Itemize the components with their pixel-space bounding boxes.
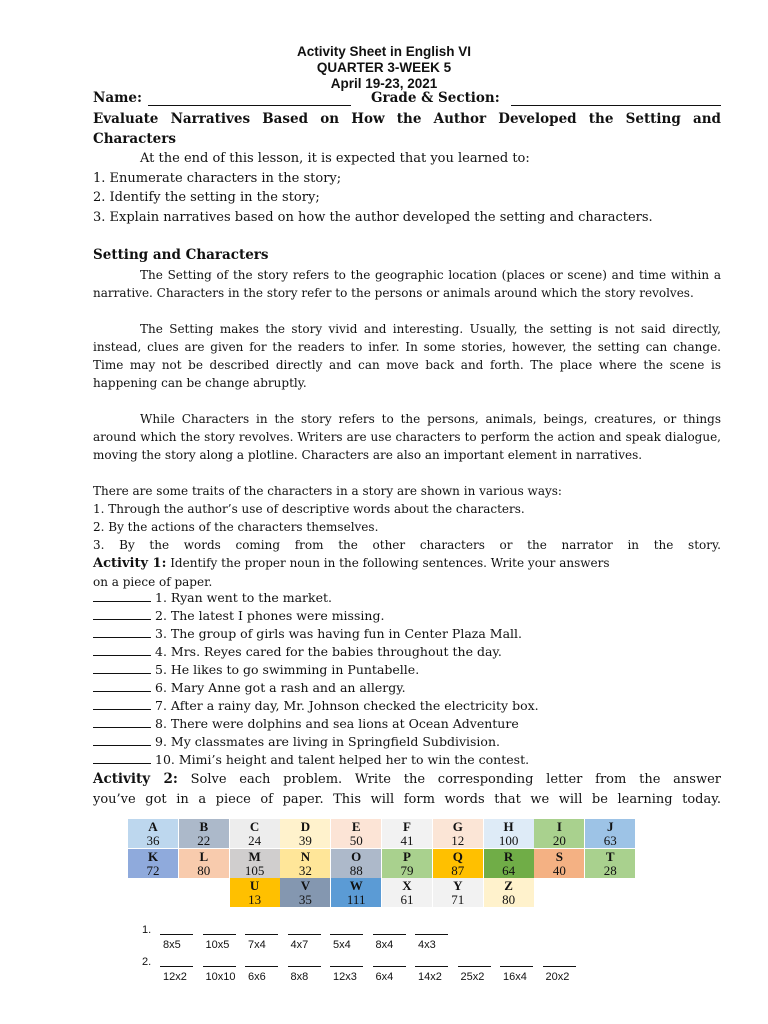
objective-item: 1. Enumerate characters in the story;	[93, 170, 342, 186]
answer-blank[interactable]	[93, 735, 151, 746]
multiplication-problem: 10x5	[205, 939, 230, 951]
letter-cell-x	[382, 878, 432, 907]
cell-value: 80	[197, 862, 211, 878]
cell-letter: Q	[452, 848, 463, 864]
answer-line[interactable]	[543, 966, 576, 967]
cell-letter: Y	[453, 878, 463, 893]
letter-cell-j	[585, 819, 635, 848]
cell-letter: F	[403, 819, 411, 834]
answer-line[interactable]	[203, 934, 236, 935]
activity1-item-text: 7. After a rainy day, Mr. Johnson checked the electricity box.	[155, 698, 539, 713]
multiplication-problem: 8x8	[290, 971, 309, 983]
multiplication-problem: 20x2	[545, 971, 570, 983]
activity1-item-text: 6. Mary Anne got a rash and an allergy.	[155, 680, 406, 695]
answer-line[interactable]	[330, 966, 363, 967]
activity1-instruction	[93, 554, 721, 591]
multiplication-problem: 8x4	[375, 939, 394, 951]
activity1-item	[93, 716, 519, 731]
grade-section-field[interactable]	[511, 105, 721, 106]
grade-section-label: Grade & Section:	[371, 90, 500, 106]
cell-value: 36	[146, 833, 160, 848]
section-heading: Setting and Characters	[93, 247, 269, 263]
letter-cell-a	[128, 819, 178, 848]
objectives-block	[93, 149, 721, 227]
cell-value: 12	[451, 833, 465, 848]
lesson-title-line1: Evaluate Narratives Based on How the Author Developed the Setting and	[93, 111, 721, 127]
cell-letter: I	[556, 819, 562, 834]
cell-value: 61	[400, 892, 414, 907]
cell-letter: T	[605, 848, 615, 864]
letter-cell-q	[433, 849, 483, 878]
activity1-item	[93, 752, 529, 767]
activity1-instruction-text: Identify the proper noun in the following sentences. Write your answers	[166, 556, 610, 570]
cell-letter: P	[403, 848, 411, 864]
objective-item: 3. Explain narratives based on how the author developed the setting and characters.	[93, 209, 653, 225]
cell-letter: E	[351, 819, 361, 834]
cell-value: 24	[248, 833, 262, 848]
answer-line[interactable]	[245, 966, 278, 967]
activity2-instruction-text2: you’ve got in a piece of paper. This will form words that we will be learning today.	[93, 791, 721, 807]
answer-blank[interactable]	[93, 645, 151, 656]
answer-blank[interactable]	[93, 699, 151, 710]
letter-cell-v	[280, 878, 330, 907]
multiplication-problem: 16x4	[503, 971, 527, 983]
cell-letter: H	[503, 819, 514, 834]
lesson-title	[93, 109, 721, 149]
cell-letter: W	[349, 878, 363, 893]
cell-value: 13	[248, 892, 262, 907]
letter-cell-e	[331, 819, 381, 848]
letter-cell-w	[331, 878, 381, 907]
paragraph-characters: While Characters in the story refers to the persons, animals, beings, creatures, or things around which the story revolves. Writers are use characters to perform the action and speak dialogue, moving the story along a plotline. Characters are also an important element in narratives.	[93, 412, 721, 462]
cell-letter: M	[248, 848, 261, 864]
activity1-item-text: 5. He likes to go swimming in Puntabelle.	[155, 662, 420, 677]
letter-cell-f	[382, 819, 432, 848]
answer-line[interactable]	[373, 966, 406, 967]
sheet-title: Activity Sheet in English VI	[296, 44, 472, 59]
letter-cell-g	[433, 819, 483, 848]
cell-letter: S	[555, 848, 563, 864]
answer-blank[interactable]	[93, 609, 151, 620]
letter-cell-n	[280, 849, 330, 878]
letter-cell-s	[534, 849, 584, 878]
multiplication-problem: 4x3	[418, 939, 436, 951]
letter-cell-b	[179, 819, 229, 848]
answer-line[interactable]	[415, 966, 448, 967]
activity1-item-text: 2. The latest I phones were missing.	[155, 608, 385, 623]
activity1-item	[93, 662, 419, 677]
multiplication-problem: 8x5	[163, 939, 181, 951]
answer-line[interactable]	[458, 966, 491, 967]
multiplication-problem: 5x4	[333, 939, 351, 951]
cell-letter: D	[300, 819, 311, 834]
activity1-item	[93, 626, 522, 641]
name-grade-row	[93, 90, 723, 108]
letter-cell-o	[331, 849, 381, 878]
answer-blank[interactable]	[93, 753, 151, 764]
paragraph-setting-details: The Setting makes the story vivid and interesting. Usually, the setting is not said directly, instead, clues are given for the readers to infer. In some stories, however, the setting can change. Time may not be described directly and can move back and forth. The place where the scene is happening can be change abruptly.	[93, 322, 721, 390]
lesson-title-line2: Characters	[93, 131, 176, 147]
cell-letter: Z	[504, 878, 513, 893]
letter-cell-k	[128, 849, 178, 878]
activity1-item	[93, 590, 332, 605]
activity2-instruction-text: Solve each problem. Write the corresponding letter from the answer	[177, 772, 721, 787]
multiplication-problem: 25x2	[460, 971, 485, 983]
answer-line[interactable]	[500, 966, 533, 967]
cell-letter: U	[249, 878, 260, 893]
activity1-item-text: 10. Mimi’s height and talent helped her to win the contest.	[155, 752, 530, 767]
answer-line[interactable]	[415, 934, 448, 935]
cell-value: 87	[451, 862, 465, 878]
name-field[interactable]	[148, 105, 351, 106]
multiplication-problem: 4x7	[290, 939, 309, 951]
answer-line[interactable]	[373, 934, 406, 935]
cell-letter: G	[452, 819, 463, 834]
multiplication-problem: 10x10	[205, 971, 236, 983]
cell-value: 39	[298, 833, 312, 848]
cell-letter: J	[606, 819, 614, 834]
activity2-instruction	[93, 770, 721, 809]
answer-line[interactable]	[160, 966, 193, 967]
multiplication-problem: 7x4	[248, 939, 266, 951]
objective-item: 2. Identify the setting in the story;	[93, 190, 320, 205]
cell-value: 41	[400, 833, 414, 848]
cell-value: 111	[346, 892, 366, 907]
cell-value: 32	[298, 862, 312, 878]
cell-letter: L	[199, 848, 209, 864]
cell-value: 72	[146, 862, 160, 878]
problem-number: 1.	[142, 924, 152, 936]
activity1-item-text: 3. The group of girls was having fun in Center Plaza Mall.	[155, 626, 522, 641]
trait-item: 2. By the actions of the characters themselves.	[93, 520, 379, 534]
cell-value: 63	[603, 833, 617, 848]
activity1-item	[93, 608, 384, 623]
activity1-item	[93, 698, 539, 713]
activity2-label: Activity 2:	[93, 771, 178, 787]
answer-line[interactable]	[203, 966, 236, 967]
letter-cell-p	[382, 849, 432, 878]
cell-value: 88	[349, 862, 363, 878]
date-range: April 19-23, 2021	[330, 76, 438, 91]
trait-item: 3. By the words coming from the other characters or the narrator in the story.	[93, 538, 721, 552]
activity1-item	[93, 644, 502, 659]
letter-cell-u	[230, 878, 280, 907]
name-label: Name:	[93, 90, 142, 106]
multiplication-problem: 12x2	[163, 971, 187, 983]
cell-letter: A	[148, 819, 158, 834]
letter-cell-d	[280, 819, 330, 848]
cell-value: 35	[298, 892, 312, 907]
quarter-week: QUARTER 3-WEEK 5	[316, 60, 452, 75]
objectives-intro: At the end of this lesson, it is expected that you learned to:	[140, 151, 530, 166]
activity1-item-text: 4. Mrs. Reyes cared for the babies throughout the day.	[155, 644, 502, 659]
answer-blank[interactable]	[93, 627, 151, 638]
cell-letter: O	[351, 848, 362, 864]
cell-value: 79	[400, 862, 414, 878]
activity1-instruction-text2: on a piece of paper.	[93, 575, 213, 589]
letter-cell-r	[484, 849, 534, 878]
multiplication-problem: 14x2	[418, 971, 442, 983]
cell-letter: X	[402, 878, 412, 893]
answer-line[interactable]	[288, 966, 321, 967]
letter-cell-t	[585, 849, 635, 878]
letter-cell-y	[433, 878, 483, 907]
cell-value: 28	[603, 862, 617, 878]
letter-cell-z	[484, 878, 534, 907]
letter-cell-i	[534, 819, 584, 848]
answer-blank[interactable]	[93, 663, 151, 674]
cell-value: 50	[349, 833, 363, 848]
cell-value: 105	[244, 862, 265, 878]
paragraph-setting-definition: The Setting of the story refers to the geographic location (places or scene) and time within a narrative. Characters in the story refer to the persons or animals around which the story revolves.	[93, 268, 721, 300]
answer-blank[interactable]	[93, 681, 151, 692]
answer-line[interactable]	[330, 934, 363, 935]
answer-blank[interactable]	[93, 591, 151, 602]
cell-letter: R	[503, 848, 514, 864]
cell-value: 40	[552, 862, 566, 878]
cell-value: 71	[451, 892, 465, 907]
cell-value: 100	[498, 833, 519, 848]
answer-blank[interactable]	[93, 717, 151, 728]
multiplication-problem: 12x3	[333, 971, 357, 983]
activity1-item-text: 1. Ryan went to the market.	[155, 590, 332, 605]
activity1-item-text: 9. My classmates are living in Springfield Subdivision.	[155, 734, 500, 749]
cell-letter: V	[300, 878, 311, 893]
letter-cell-l	[179, 849, 229, 878]
activity1-item	[93, 680, 406, 695]
activity1-label: Activity 1:	[93, 556, 167, 571]
traits-block	[93, 482, 721, 554]
cell-letter: B	[199, 819, 209, 834]
letter-cell-c	[230, 819, 280, 848]
letter-cell-m	[230, 849, 280, 878]
trait-item: 1. Through the author’s use of descriptive words about the characters.	[93, 502, 525, 516]
cell-letter: C	[249, 819, 260, 834]
problem-number: 2.	[142, 956, 152, 968]
multiplication-problem: 6x6	[248, 971, 266, 983]
activity1-item-text: 8. There were dolphins and sea lions at Ocean Adventure	[155, 716, 519, 731]
cell-value: 80	[502, 892, 516, 907]
cell-value: 22	[197, 833, 211, 848]
letter-cell-h	[484, 819, 534, 848]
activity1-item	[93, 734, 500, 749]
answer-line[interactable]	[160, 934, 193, 935]
cell-value: 20	[552, 833, 566, 848]
cell-letter: N	[300, 848, 311, 864]
cell-letter: K	[147, 848, 159, 864]
answer-line[interactable]	[245, 934, 278, 935]
answer-line[interactable]	[288, 934, 321, 935]
traits-intro: There are some traits of the characters in a story are shown in various ways:	[93, 484, 562, 498]
cell-value: 64	[502, 862, 516, 878]
multiplication-problem: 6x4	[375, 971, 394, 983]
